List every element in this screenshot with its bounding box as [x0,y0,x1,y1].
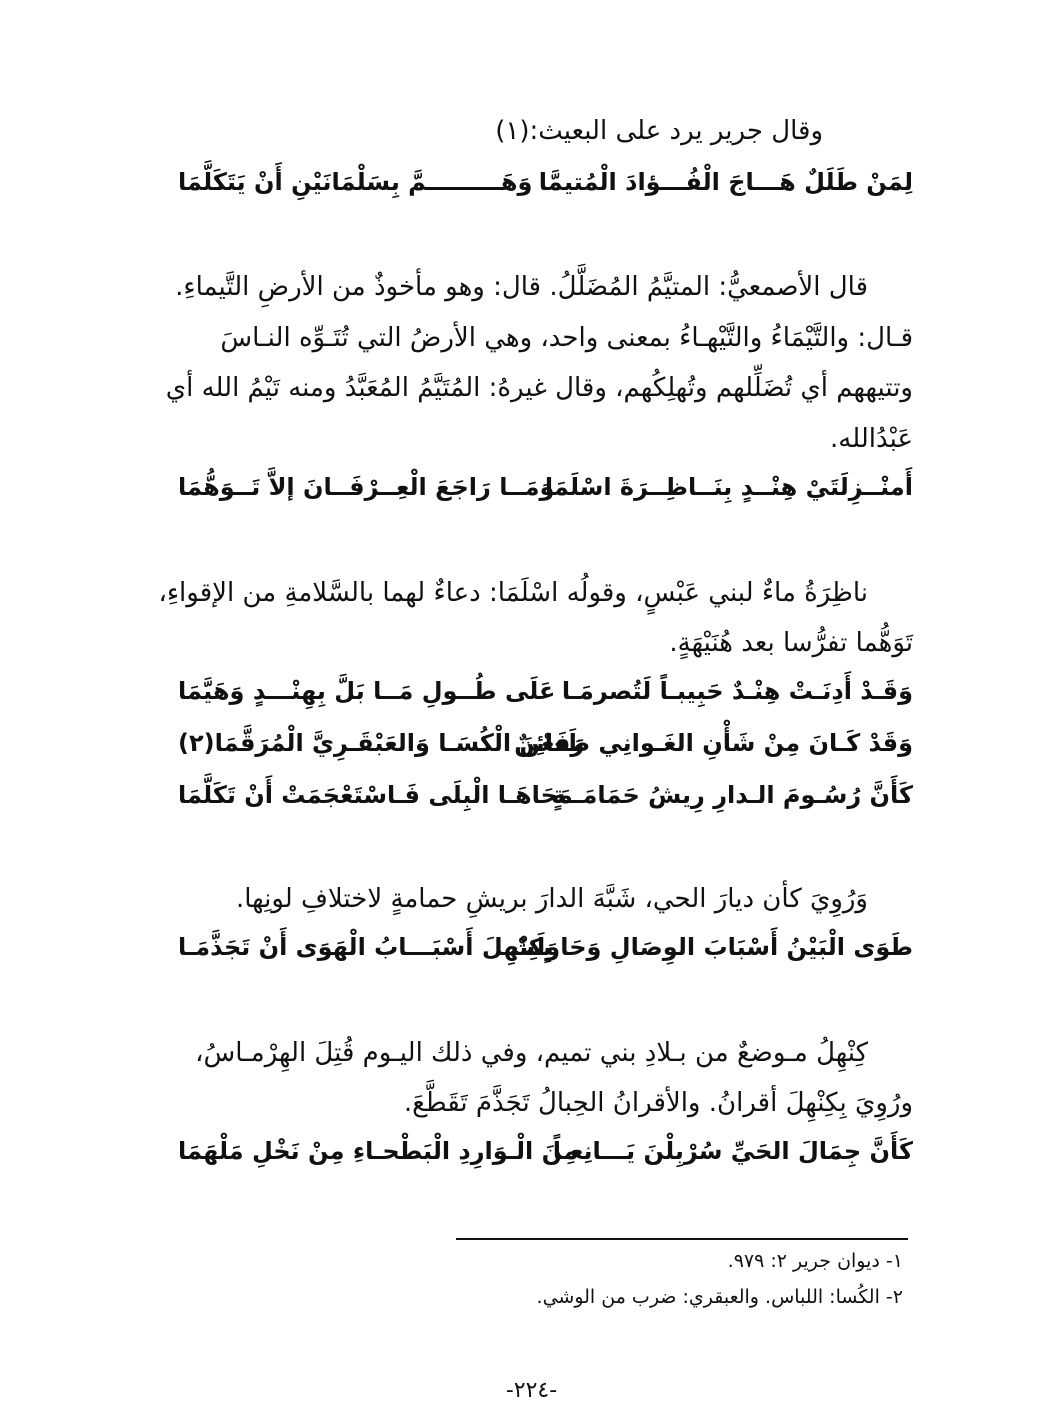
verse-hemistich-first: أَمنْــزِلَتَيْ هِنْــدٍ بِنَــاظِــرَةَ اسْلَمَا [544,473,913,501]
prose-line: وتتيههم أي تُضَلِّلهم وتُهلِكُهم، وقال غيرهُ: المُتَيَّمُ المُعَبَّدُ ومنه تَيْمُ الله أي [165,373,913,403]
verse-hemistich-first: كَأَنَّ جِمَالَ الحَيِّ سُرْبِلْنَ يَـــانِعـاً [552,1137,913,1165]
prose-line: ورُوِيَ بِكِنْهِلَ أقرانُ. والأقرانُ الحِبالُ تَجَذَّمَ تَقَطَّعَ. [403,1088,913,1118]
footnote-divider [456,1238,908,1240]
verse-7 [178,1137,913,1177]
verse-hemistich-first: وَقَدْ كَـانَ مِنْ شَأْنِ الغَـوانِي ظَعائِنٌ [514,729,913,757]
verse-4 [178,729,913,769]
page-number: -٢٢٤- [505,1378,558,1403]
verse-hemistich-second: مِنَ الْـوَارِدِ الْبَطْحـاءِ مِنْ نَخْلِ مَلْهَمَا [178,1137,579,1165]
prose-line: ناظِرَةُ ماءٌ لبني عَبْسٍ، وقولُه اسْلَمَا: دعاءٌ لهما بالسَّلامةِ من الإقواءِ، [158,578,868,608]
verse-1 [178,168,913,208]
verse-hemistich-first: وَقَـدْ أَدِنَـتْ هِنْـدٌ حَبِيبـاً لَتُصرمَـا [561,677,913,705]
verse-hemistich-first: لِمَنْ طَلَلٌ هَـــاجَ الْفُـــؤادَ الْمُتيمَّا [538,168,913,196]
prose-line: كِنْهِلُ مـوضعٌ من بـلادِ بني تميم، وفي ذلك اليـوم قُتِلَ الهِرْمـاسُ، [195,1038,868,1068]
prose-line: وَرُوِيَ كأن ديارَ الحي، شَبَّهَ الدارَ بريشِ حمامةٍ لاختلافِ لونِها. [235,884,868,914]
verse-6 [178,933,913,973]
verse-hemistich-second: عَلَى طُــولِ مَــا بَلَّ بِهِنْـــدٍ وَهَيَّمَا [178,677,556,705]
verse-5 [178,781,913,821]
prose-line: عَبْدُالله. [830,424,913,454]
verse-2 [178,473,913,513]
verse-hemistich-second: وَهَـــــــــمَّ بِسَلْمَانَيْنِ أَنْ يَتَكَلَّمَا [178,168,533,196]
verse-3 [178,677,913,717]
prose-line: قـال: والتَّيْمَاءُ والتَّيْهـاءُ بمعنى واحد، وهي الأرضُ التي تُتَـوِّه النـاسَ [220,323,913,353]
footnote: ٢- الكُسا: اللباس. والعبقري: ضرب من الوشي. [536,1286,903,1308]
verse-hemistich-first: طَوَى الْبَيْنُ أَسْبَابَ الوِصَالِ وَحَاوَلَتْ [510,933,913,961]
verse-hemistich-second: رَفَعْنَ الْكُسَـا وَالعَبْقَـرِيَّ الْمُرَقَّمَا(٢) [178,729,585,757]
prose-line: تَوَهُّما تفرُّسا بعد هُنَيْهَةٍ. [669,628,913,658]
intro-line: وقال جرير يرد على البعيث:(١) [495,116,823,146]
verse-hemistich-second: بِكِنْهِلَ أَسْبَـــابُ الْهَوَى أَنْ تَجَذَّمَـا [178,933,552,961]
verse-hemistich-second: وَمَــا رَاجَعَ الْعِــرْفَــانَ إلاَّ تَــوَهُّمَا [178,473,555,501]
footnote: ١- ديوان جرير ٢: ٩٧٩. [727,1250,903,1272]
verse-hemistich-second: مَحَاهَـا الْبِلَى فَـاسْتَعْجَمَتْ أَنْ تَكَلَّمَا [178,781,573,809]
verse-hemistich-first: كَأَنَّ رُسُـومَ الـدارِ رِيشُ حَمَامَــةٍ [551,781,913,809]
prose-line: قال الأصمعيُّ: المتيَّمُ المُضَلَّلُ. قال: وهو مأخوذٌ من الأرضِ التَّيماءِ. [175,272,868,302]
